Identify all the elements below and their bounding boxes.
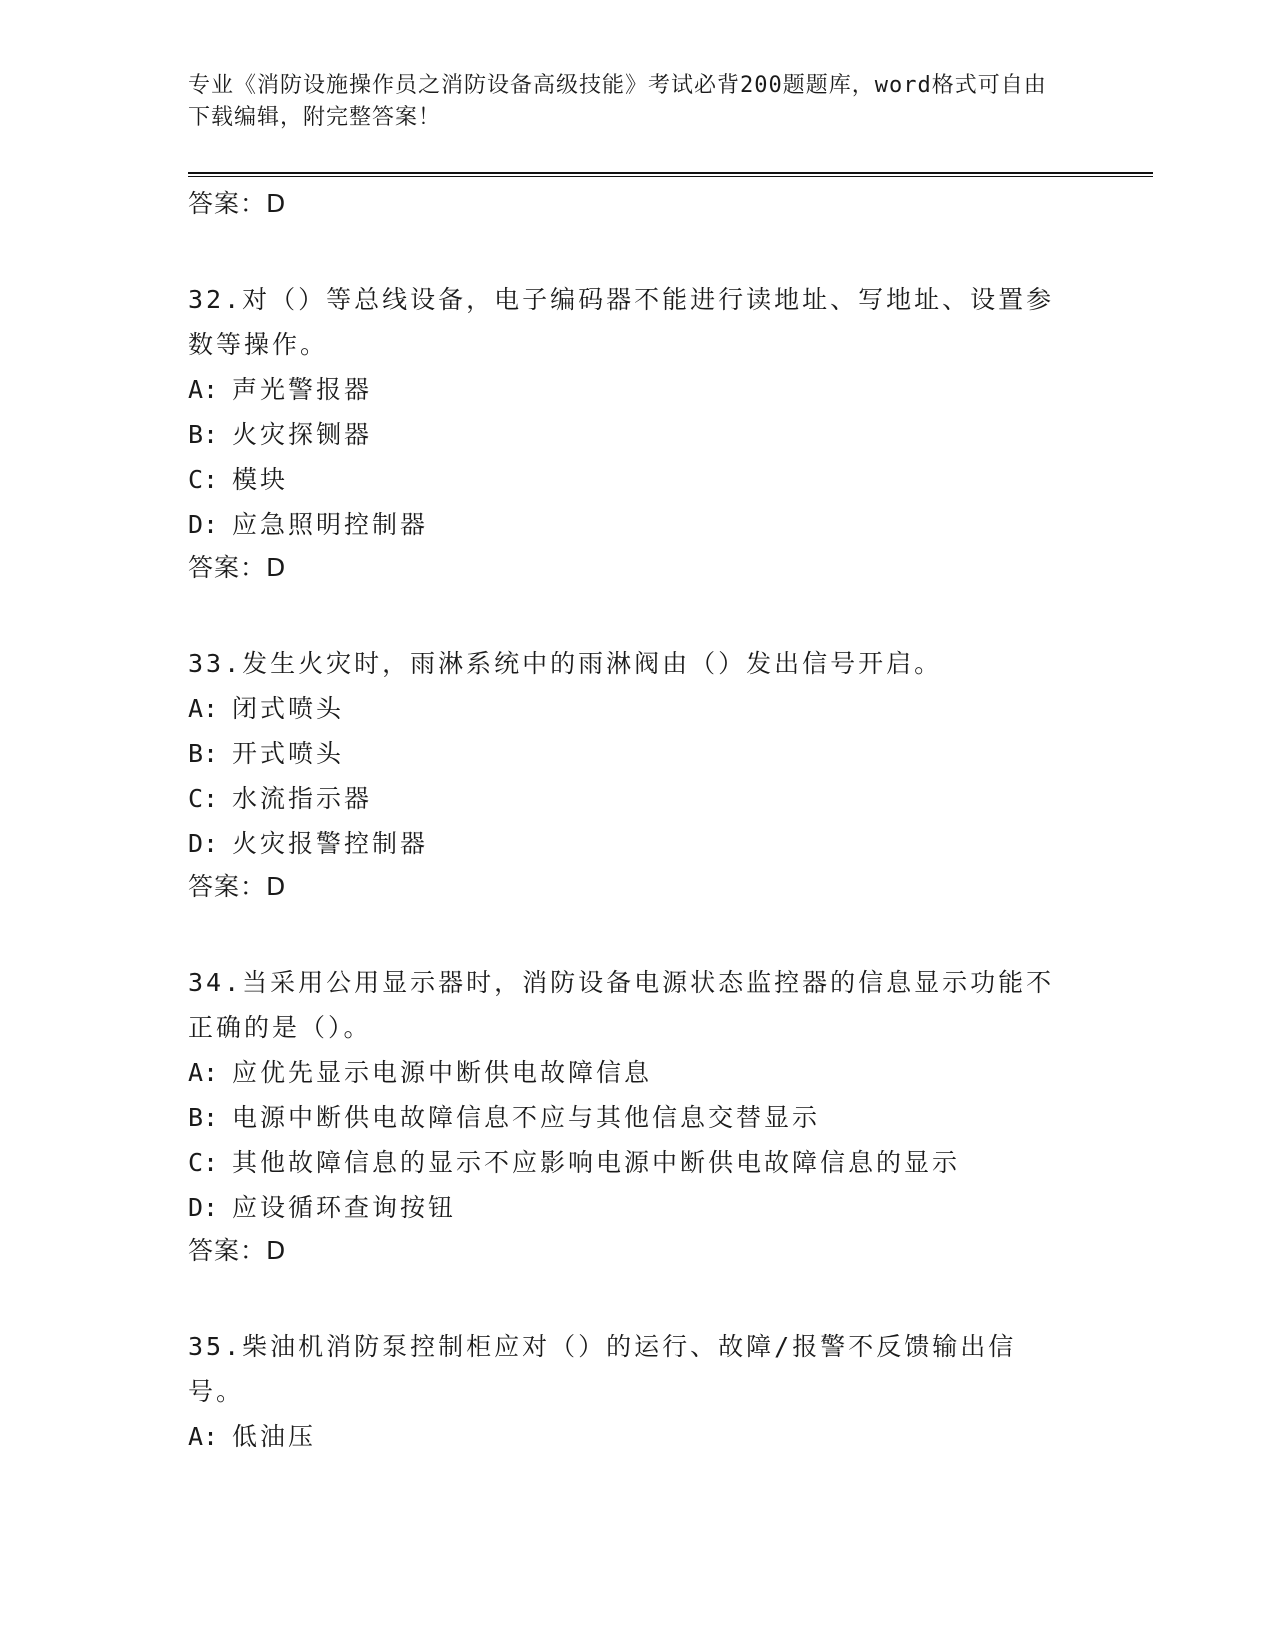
- option-d: D: 应设循环查询按钮: [188, 1193, 457, 1222]
- question-stem: 34.当采用公用显示器时，消防设备电源状态监控器的信息显示功能不正确的是（）。: [188, 968, 1055, 1042]
- question-33: [188, 641, 1153, 904]
- option-b: B: 电源中断供电故障信息不应与其他信息交替显示: [188, 1103, 821, 1132]
- question-stem: 32.对（）等总线设备，电子编码器不能进行读地址、写地址、设置参数等操作。: [188, 285, 1055, 359]
- header-divider: [188, 172, 1153, 177]
- option-a: A: 闭式喷头: [188, 694, 345, 723]
- option-b: B: 火灾探铡器: [188, 420, 373, 449]
- document-page: [188, 70, 1153, 1459]
- answer-31: 答案：D: [188, 189, 287, 218]
- answer-34: 答案：D: [188, 1236, 287, 1265]
- option-c: C: 其他故障信息的显示不应影响电源中断供电故障信息的显示: [188, 1148, 961, 1177]
- option-b: B: 开式喷头: [188, 739, 345, 768]
- option-d: D: 火灾报警控制器: [188, 829, 429, 858]
- question-32: [188, 277, 1153, 585]
- option-c: C: 模块: [188, 465, 289, 494]
- question-34: [188, 960, 1153, 1268]
- answer-32: 答案：D: [188, 553, 287, 582]
- option-a: A: 声光警报器: [188, 375, 373, 404]
- question-35: [188, 1324, 1153, 1459]
- question-stem: 35.柴油机消防泵控制柜应对（）的运行、故障/报警不反馈输出信号。: [188, 1332, 1017, 1406]
- option-a: A: 应优先显示电源中断供电故障信息: [188, 1058, 653, 1087]
- option-c: C: 水流指示器: [188, 784, 373, 813]
- question-stem: 33.发生火灾时，雨淋系统中的雨淋阀由（）发出信号开启。: [188, 649, 943, 678]
- option-a: A: 低油压: [188, 1422, 317, 1451]
- option-d: D: 应急照明控制器: [188, 510, 429, 539]
- answer-33: 答案：D: [188, 872, 287, 901]
- document-header: 专业《消防设施操作员之消防设备高级技能》考试必背200题题库，word格式可自由下载编辑，附完整答案！: [188, 73, 1047, 130]
